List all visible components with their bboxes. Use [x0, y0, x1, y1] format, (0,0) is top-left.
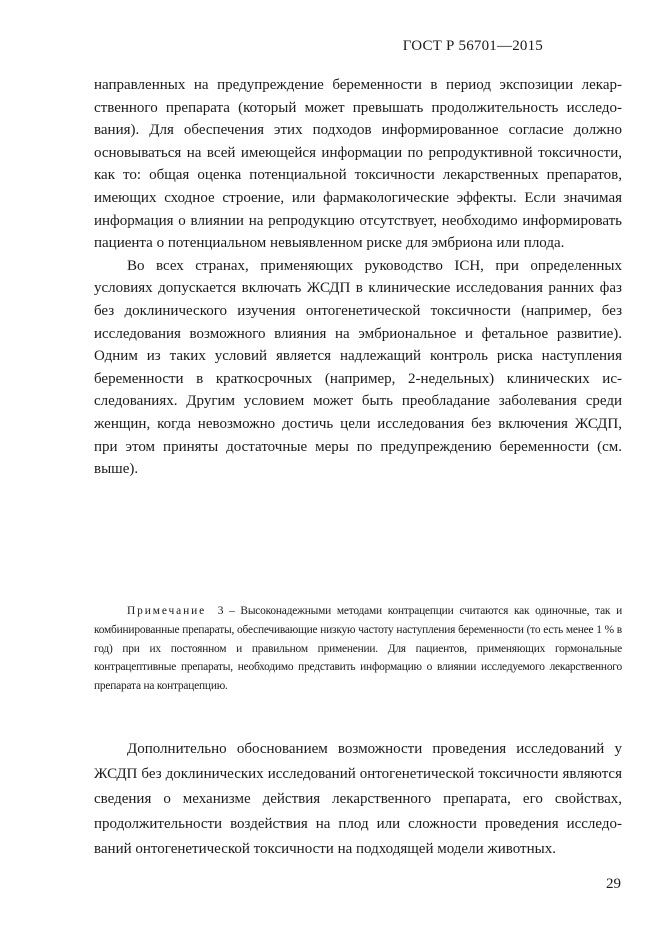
note-text: – Высоконадежными методами контрацепции считаются как одиночные, так и комбинированные препараты, обеспечивающие низкую частоту наступления беременности (то есть менее 1 % в год) при их постоянном и правильном применении. Для пациентов, применяющих гормональные контрацептивные препараты, необходимо представить информацию о влиянии исследуемого лекарственного препарата на контрацепцию.	[94, 605, 622, 693]
page-number: 29	[606, 876, 621, 892]
note-label: Примечание	[127, 605, 207, 617]
paragraph-additional-justification: Дополнительно обоснованием возможности проведения исследований у ЖСДП без доклинических исследований онтогенетической токсичности являются сведения о механизме действия лекарственного препарата, его свойствах, продолжительности воздействия на плод или сложности проведения исследований онтогенетической токсичности на подходящей модели животных.	[94, 741, 622, 857]
main-text	[94, 74, 622, 481]
paragraph-ich-countries: Во всех странах, применяющих руководство ICH, при определенных условиях допускается включать ЖСДП в клинические исследования ранних фаз без доклинического изучения онтогенетической токсичности (например, без исследования возможного влияния на эмбриональное и фетальное развитие). Одним из таких условий является надлежащий контроль риска наступления беременности в краткосрочных (например, 2-недельных) клинических исследованиях. Другим условием может быть преобладание заболевания среди женщин, когда невозможно достичь цели исследования без включения ЖСДП, при этом приняты достаточные меры по предупреждению беременности (см. выше).	[94, 257, 622, 478]
document-code: ГОСТ Р 56701—2015	[402, 38, 543, 54]
page-header	[0, 38, 661, 58]
note-block	[94, 602, 622, 696]
note-number: 3	[217, 605, 224, 617]
paragraph-continuation: направленных на предупреждение беременности в период экспозиции лекарственного препарата (который может превышать продолжительность исследования). Для обеспечения этих подходов информированное согласие должно основываться на всей имеющейся информации по репродуктивной токсичности, как то: общая оценка потенциальной токсичности лекарственных препаратов, имеющих сходное строение, или фармакологические эффекты. Если значимая информация о влиянии на репродукцию отсутствует, необходимо информировать пациента о потенциальном невыявленном риске для эмбриона или плода.	[94, 77, 622, 252]
main-text-continued	[94, 737, 622, 862]
